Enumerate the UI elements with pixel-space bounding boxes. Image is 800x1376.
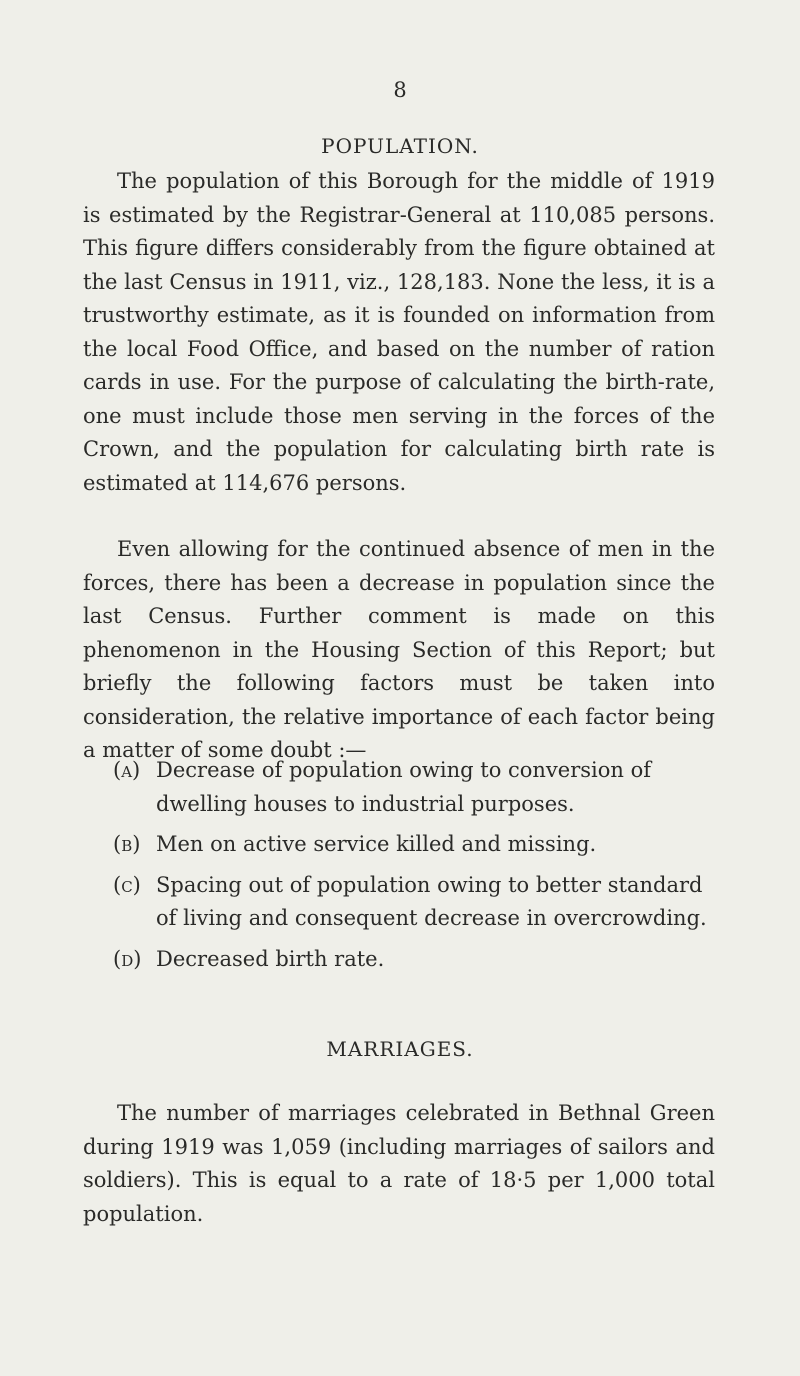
factor-text: Decreased birth rate. <box>156 946 385 971</box>
marriages-heading: MARRIAGES. <box>326 1037 474 1061</box>
population-paragraph-1: The population of this Borough for the middle of 1919 is estimated by the Registrar-General at 110,085 persons. This figure differs considerably from the figure obtained at the last Census in 1911, viz., 128,183. None the less, it is a trustworthy estimate, as it is founded on information from the local Food Office, and based on the number of ration cards in use. For the purpose of calculating the birth-rate, one must include those men serving in the forces of the Crown, and the population for calculating birth rate is estimated at 114,676 persons. <box>83 169 715 495</box>
factor-item-c <box>113 869 713 936</box>
factor-marker: (a) <box>113 758 141 782</box>
factors-list <box>113 754 713 983</box>
factor-text: Men on active service killed and missing. <box>156 832 597 856</box>
population-heading: POPULATION. <box>321 134 479 158</box>
population-paragraph-2: Even allowing for the continued absence of men in the forces, there has been a decrease in population since the last Census. Further comment is made on this phenomenon in the Housing Section of this Report; but briefly the following factors must be taken into consideration, the relative importance of each factor being a matter of some doubt :— <box>83 537 715 762</box>
factor-marker: (c) <box>113 872 141 897</box>
factor-marker: (b) <box>113 832 141 856</box>
factor-item-a <box>113 754 713 821</box>
factor-item-b <box>113 828 713 862</box>
factor-text: Spacing out of population owing to better standard of living and consequent decrease in overcrowding. <box>156 872 707 930</box>
marriages-paragraph: The number of marriages celebrated in Bethnal Green during 1919 was 1,059 (including marriages of sailors and soldiers). This is equal to a rate of 18·5 per 1,000 total population. <box>83 1101 715 1226</box>
factor-item-d <box>113 943 713 977</box>
factor-marker: (d) <box>113 946 142 971</box>
factor-text: Decrease of population owing to conversion of dwelling houses to industrial purposes. <box>156 758 652 816</box>
page-number: 8 <box>393 78 407 102</box>
